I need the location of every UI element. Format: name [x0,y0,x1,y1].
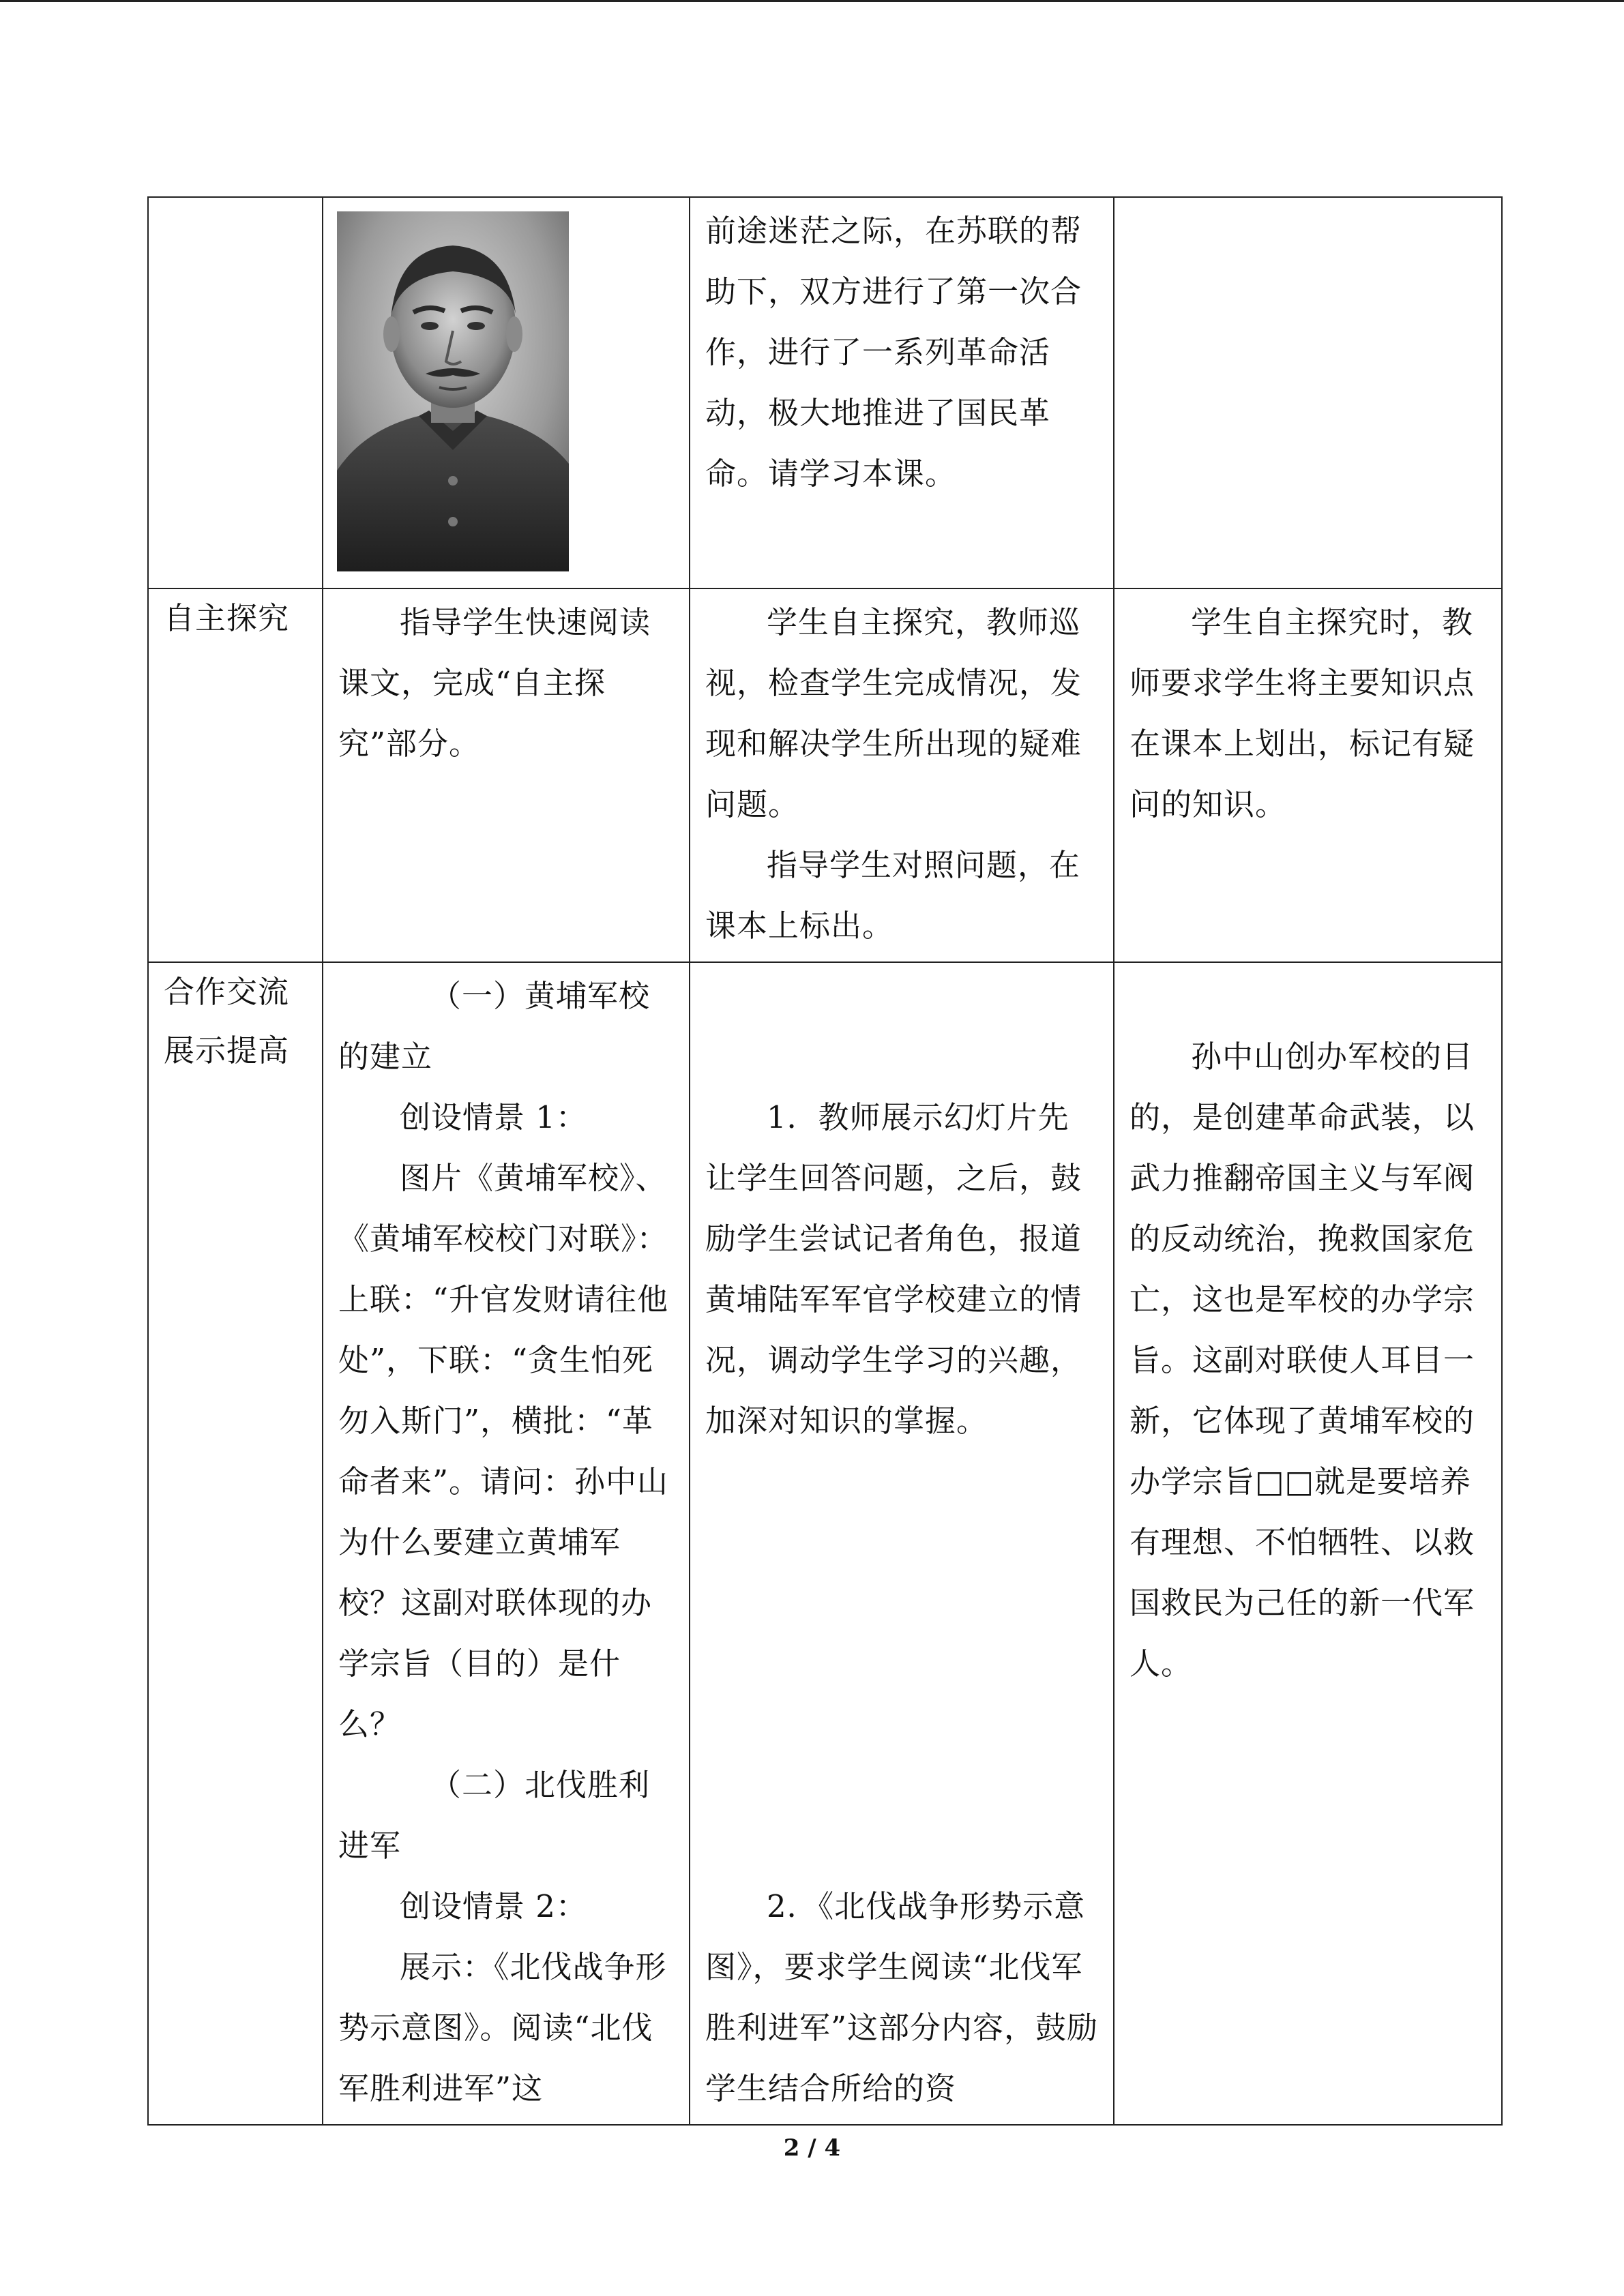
activity-text-intro: 前途迷茫之际，在苏联的帮助下，双方进行了第一次合作，进行了一系列革命活动，极大地推进了国民革命。请学习本课。 [705,213,1082,492]
scenario-label-2: 创设情景 2： [400,1888,587,1924]
label-cell-self-study [148,588,323,962]
scenario-text-2: 展示：《北伐战争形势示意图》。阅读“北伐军胜利进军”这 [338,1949,667,2106]
table-row-intro [148,197,1502,588]
content-cell-cooperation [323,962,690,2125]
note-cell-cooperation [1114,962,1502,2125]
activity-text-self-study-2: 指导学生对照问题，在课本上标出。 [705,847,1081,944]
label-cell-cooperation [148,962,323,2125]
row-label-self-study: 自主探究 [164,600,290,636]
activity-text-cooperation-1: 1．教师展示幻灯片先让学生回答问题，之后，鼓励学生尝试记者角色，报道黄埔陆军军官学校建立的情况，调动学生学习的兴趣，加深对知识的掌握。 [705,1099,1082,1439]
section-heading-1: （一）黄埔军校的建立 [338,978,651,1075]
row-label-cooperation-1: 合作交流 [164,974,290,1010]
note-cell-intro [1114,197,1502,588]
activity-cell-self-study [690,588,1114,962]
activity-text-self-study-1: 学生自主探究，教师巡视，检查学生完成情况，发现和解决学生所出现的疑难问题。 [705,604,1082,822]
portrait-cell [323,197,690,588]
row-label-cooperation-2: 展示提高 [164,1032,290,1069]
activity-cell-intro [690,197,1114,588]
note-cell-self-study [1114,588,1502,962]
activity-text-cooperation-2: 2．《北伐战争形势示意图》，要求学生阅读“北伐军胜利进军”这部分内容，鼓励学生结合所给的资 [705,1888,1099,2106]
content-cell-self-study [323,588,690,962]
section-heading-2: （二）北伐胜利进军 [338,1767,651,1864]
label-cell-intro [148,197,323,588]
scenario-label-1: 创设情景 1： [400,1099,587,1135]
lesson-plan-table [147,196,1503,2126]
portrait-photo-icon [337,211,569,571]
table-row-self-study [148,588,1502,962]
note-text-self-study: 学生自主探究时，教师要求学生将主要知识点在课本上划出，标记有疑问的知识。 [1130,604,1475,822]
content-text-self-study: 指导学生快速阅读课文，完成“自主探究”部分。 [338,604,651,762]
activity-cell-cooperation [690,962,1114,2125]
scenario-text-1: 图片《黄埔军校》、《黄埔军校校门对联》：上联：“升官发财请往他处”，下联：“贪生怕死勿入斯门”，横批：“革命者来”。请问：孙中山为什么要建立黄埔军校？这副对联体现的办学宗旨（目的）是什么？ [338,1160,669,1742]
note-text-cooperation: 孙中山创办军校的目的，是创建革命武装，以武力推翻帝国主义与军阀的反动统治，挽救国家危亡，这也是军校的办学宗旨。这副对联使人耳目一新，它体现了黄埔军校的办学宗旨□□就是要培养有理想、不怕牺牲、以救国救民为己任的新一代军人。 [1130,1039,1475,1682]
top-rule [0,0,1624,2]
page-number: 2 / 4 [783,2134,841,2162]
table-row-cooperation [148,962,1502,2125]
